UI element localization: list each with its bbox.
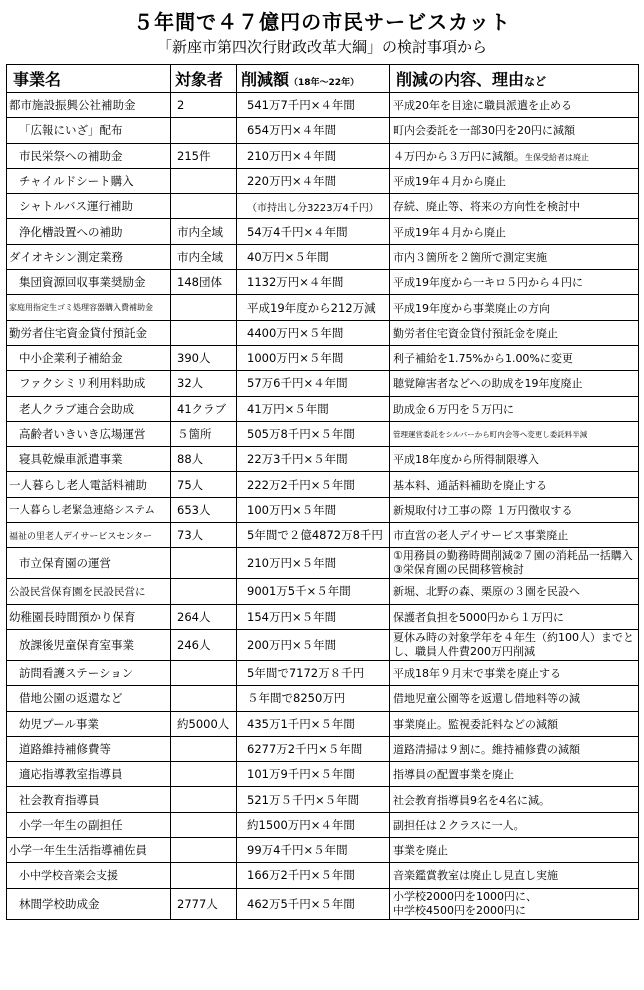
row-target: ５箇所 — [171, 421, 237, 446]
row-amount: 154万円×５年間 — [237, 604, 390, 629]
row-amount: 541万7千円×４年間 — [237, 93, 390, 118]
row-reason-text-2: 中学校4500円を2000円に — [393, 903, 526, 917]
row-amount: 4400万円×５年間 — [237, 320, 390, 345]
table-row — [7, 472, 639, 497]
table-row — [7, 787, 639, 812]
row-amount: 5年間で２億4872万8千円 — [237, 523, 390, 548]
row-target: 2 — [171, 93, 237, 118]
row-name: チャイルドシート購入 — [7, 168, 171, 193]
row-reason-text: 管理運営委託をシルバーから町内会等へ変更し委託料半減 — [393, 429, 588, 439]
table-row — [7, 295, 639, 320]
row-name: 訪問看護ステーション — [7, 660, 171, 685]
row-reason-text: 夏休み時の対象学年を４年生（約100人）までとし、職員人件費200万円削減 — [393, 630, 634, 658]
table-row — [7, 93, 639, 118]
row-reason — [390, 320, 639, 345]
row-name: 社会教育指導員 — [7, 787, 171, 812]
row-target: 2777人 — [171, 888, 237, 919]
table-row — [7, 497, 639, 522]
row-target — [171, 686, 237, 711]
row-name: 浄化槽設置への補助 — [7, 219, 171, 244]
row-target — [171, 736, 237, 761]
row-amount: 57万6千円×４年間 — [237, 371, 390, 396]
row-amount: （市持出し分3223万4千円） — [237, 194, 390, 219]
table-row — [7, 523, 639, 548]
row-reason-text: 利子補給を1.75%から1.00%に変更 — [393, 352, 573, 366]
row-reason-text: 指導員の配置事業を廃止 — [393, 768, 514, 782]
row-target: 148団体 — [171, 270, 237, 295]
header-reduction: 削減額（18年～22年） — [237, 65, 390, 93]
table-row — [7, 194, 639, 219]
table-row — [7, 345, 639, 370]
table-row — [7, 396, 639, 421]
row-reason — [390, 838, 639, 863]
row-amount: 1000万円×５年間 — [237, 345, 390, 370]
row-amount: 200万円×５年間 — [237, 629, 390, 660]
table-row — [7, 686, 639, 711]
table-header-row — [7, 65, 639, 93]
header-content: 削減の内容、理由など — [390, 65, 639, 93]
row-reason — [390, 497, 639, 522]
row-name: 道路維持補修費等 — [7, 736, 171, 761]
row-reason-text: 市内３箇所を２箇所で測定実施 — [393, 250, 547, 264]
row-reason — [390, 396, 639, 421]
table-row — [7, 812, 639, 837]
row-amount: 101万9千円×５年間 — [237, 762, 390, 787]
row-name: 家庭用指定生ゴミ処理容器購入費補助金 — [7, 295, 171, 320]
row-name: 勤労者住宅資金貸付預託金 — [7, 320, 171, 345]
table-row — [7, 762, 639, 787]
row-reason — [390, 93, 639, 118]
row-reason-text: 新堀、北野の森、栗原の３園を民設へ — [393, 585, 580, 599]
row-name: 放課後児童保育室事業 — [7, 629, 171, 660]
row-reason — [390, 812, 639, 837]
row-reason — [390, 143, 639, 168]
header-reduction-note: （18年～22年） — [289, 78, 360, 88]
row-reason-text: 保護者負担を5000円から１万円に — [393, 610, 564, 624]
row-name: 都市施設振興公社補助金 — [7, 93, 171, 118]
row-reason-text: 事業を廃止 — [393, 844, 448, 858]
row-amount: 約1500万円×４年間 — [237, 812, 390, 837]
row-target — [171, 787, 237, 812]
row-reason — [390, 371, 639, 396]
row-name: 借地公園の返還など — [7, 686, 171, 711]
row-reason — [390, 629, 639, 660]
row-target — [171, 660, 237, 685]
row-amount: 222万2千円×５年間 — [237, 472, 390, 497]
table-body — [7, 93, 639, 920]
row-reason-text: 基本料、通話料補助を廃止する — [393, 478, 547, 492]
row-amount: ５年間で8250万円 — [237, 686, 390, 711]
row-reason-text: 音楽鑑賞教室は廃止し見直し実施 — [393, 869, 558, 883]
table-row — [7, 660, 639, 685]
row-reason — [390, 736, 639, 761]
row-name: 小学一年生生活指導補佐員 — [7, 838, 171, 863]
row-target: 653人 — [171, 497, 237, 522]
row-reason-text: 平成19年度から一キロ５円から４円に — [393, 276, 583, 290]
row-target — [171, 194, 237, 219]
row-amount: 521万５千円×５年間 — [237, 787, 390, 812]
row-reason-text: 事業廃止。監視委託料などの減額 — [393, 717, 558, 731]
row-amount: 220万円×４年間 — [237, 168, 390, 193]
row-reason — [390, 244, 639, 269]
row-target — [171, 838, 237, 863]
row-name: 集団資源回収事業奨励金 — [7, 270, 171, 295]
row-name: 林間学校助成金 — [7, 888, 171, 919]
row-amount: 9001万5千×５年間 — [237, 579, 390, 604]
row-name: 「広報にいざ」配布 — [7, 118, 171, 143]
table-row — [7, 320, 639, 345]
row-amount: 41万円×５年間 — [237, 396, 390, 421]
row-name: 老人クラブ連合会助成 — [7, 396, 171, 421]
row-reason-text: ①用務員の勤務時間削減②７園の消耗品一括購入③栄保育園の民間移管検討 — [393, 549, 633, 577]
row-reason-text: 町内会委託を一部30円を20円に減額 — [393, 124, 575, 138]
row-reason — [390, 118, 639, 143]
table-row — [7, 244, 639, 269]
row-reason — [390, 194, 639, 219]
row-amount: 54万4千円×４年間 — [237, 219, 390, 244]
table-row — [7, 838, 639, 863]
table-row — [7, 219, 639, 244]
row-reason-text: 市直営の老人デイサービス事業廃止 — [393, 529, 569, 543]
row-name: 福祉の里老人デイサービスセンター — [7, 523, 171, 548]
table-row — [7, 579, 639, 604]
row-target: 75人 — [171, 472, 237, 497]
row-reason-text: 存続、廃止等、将来の方向性を検討中 — [393, 200, 580, 214]
table-row — [7, 270, 639, 295]
row-target — [171, 812, 237, 837]
row-name: 市立保育園の運営 — [7, 548, 171, 579]
row-reason — [390, 219, 639, 244]
row-amount: 166万2千円×５年間 — [237, 863, 390, 888]
row-reason-text: 新規取付け工事の際 １万円徴収する — [393, 503, 573, 517]
row-reason — [390, 762, 639, 787]
row-reason — [390, 888, 639, 919]
row-target — [171, 320, 237, 345]
row-target: 32人 — [171, 371, 237, 396]
row-amount: 505万8千円×５年間 — [237, 421, 390, 446]
row-reason-text: 平成19年度から事業廃止の方向 — [393, 301, 550, 315]
row-amount: 1132万円×４年間 — [237, 270, 390, 295]
row-amount: 100万円×５年間 — [237, 497, 390, 522]
row-reason-text: 平成19年４月から廃止 — [393, 175, 506, 189]
row-reason — [390, 686, 639, 711]
row-reason — [390, 660, 639, 685]
row-name: 公設民営保育園を民設民営に — [7, 579, 171, 604]
row-reason — [390, 548, 639, 579]
row-target: 264人 — [171, 604, 237, 629]
row-reason — [390, 295, 639, 320]
row-reason — [390, 421, 639, 446]
row-reason — [390, 472, 639, 497]
row-target: 390人 — [171, 345, 237, 370]
table-row — [7, 604, 639, 629]
row-reason-note: 生保受給者は廃止 — [525, 152, 589, 162]
row-name: 市民栄祭への補助金 — [7, 143, 171, 168]
row-name: 小中学校音楽会支援 — [7, 863, 171, 888]
row-reason-text: ４万円から３万円に減額。 — [393, 149, 525, 163]
table-row — [7, 447, 639, 472]
row-reason-text: 道路清掃は９割に。維持補修費の減額 — [393, 742, 580, 756]
row-target: 88人 — [171, 447, 237, 472]
row-amount: 462万5千円×５年間 — [237, 888, 390, 919]
row-reason-text: 助成金６万円を５万円に — [393, 402, 514, 416]
header-target: 対象者 — [171, 65, 237, 93]
row-amount: 210万円×４年間 — [237, 143, 390, 168]
row-reason — [390, 604, 639, 629]
row-amount: 40万円×５年間 — [237, 244, 390, 269]
row-target — [171, 579, 237, 604]
row-reason — [390, 270, 639, 295]
row-amount: 435万1千円×５年間 — [237, 711, 390, 736]
table-row — [7, 371, 639, 396]
page-title: ５年間で４７億円の市民サービスカット — [133, 10, 511, 34]
row-target — [171, 863, 237, 888]
row-amount: 6277万2千円×５年間 — [237, 736, 390, 761]
row-amount: 平成19年度から212万減 — [237, 295, 390, 320]
row-reason — [390, 523, 639, 548]
table-row — [7, 118, 639, 143]
row-name: ダイオキシン測定業務 — [7, 244, 171, 269]
table-row — [7, 736, 639, 761]
row-amount: 5年間で7172万８千円 — [237, 660, 390, 685]
row-amount: 22万3千円×５年間 — [237, 447, 390, 472]
row-target — [171, 118, 237, 143]
row-target: 市内全域 — [171, 244, 237, 269]
row-reason — [390, 787, 639, 812]
row-amount: 99万4千円×５年間 — [237, 838, 390, 863]
row-reason — [390, 579, 639, 604]
row-reason — [390, 863, 639, 888]
row-name: 中小企業利子補給金 — [7, 345, 171, 370]
row-name: 小学一年生の副担任 — [7, 812, 171, 837]
row-name: 一人暮らし老人電話料補助 — [7, 472, 171, 497]
row-reason-text: 平成18年度から所得制限導入 — [393, 453, 539, 467]
row-target — [171, 548, 237, 579]
row-name: 一人暮らし老緊急連絡システム — [7, 497, 171, 522]
row-reason — [390, 711, 639, 736]
row-reason-text: 平成20年を目途に職員派遣を止める — [393, 99, 572, 113]
row-reason-text: 借地児童公園等を返還し借地料等の減 — [393, 692, 580, 706]
row-target: 246人 — [171, 629, 237, 660]
row-amount: 654万円×４年間 — [237, 118, 390, 143]
table-row — [7, 143, 639, 168]
row-reason-text: 副担任は２クラスに一人。 — [393, 818, 525, 832]
row-reason — [390, 345, 639, 370]
table-row — [7, 629, 639, 660]
row-name: ファクシミリ利用料助成 — [7, 371, 171, 396]
header-content-note: など — [524, 75, 547, 88]
row-reason — [390, 168, 639, 193]
table-row — [7, 168, 639, 193]
row-reason-text: 小学校2000円を1000円に、 — [393, 889, 537, 903]
row-target — [171, 295, 237, 320]
row-reason-text: 平成19年４月から廃止 — [393, 225, 506, 239]
row-target: 市内全域 — [171, 219, 237, 244]
row-reason-text: 平成18年９月末で事業を廃止する — [393, 667, 561, 681]
row-reason-text: 社会教育指導員9名を4名に減。 — [393, 793, 550, 807]
row-target: 41クラブ — [171, 396, 237, 421]
row-target: 約5000人 — [171, 711, 237, 736]
row-reason-text: 聴覚障害者などへの助成を19年度廃止 — [393, 377, 583, 391]
row-name: 高齢者いきいき広場運営 — [7, 421, 171, 446]
row-amount: 210万円×５年間 — [237, 548, 390, 579]
row-name: シャトルバス運行補助 — [7, 194, 171, 219]
row-reason-text: 勤労者住宅資金貸付預託金を廃止 — [393, 326, 558, 340]
row-target: 73人 — [171, 523, 237, 548]
table-row — [7, 548, 639, 579]
page-subtitle: 「新座市第四次行財政改革大綱」の検討事項から — [156, 38, 487, 56]
table-row — [7, 888, 639, 919]
row-name: 幼児プール事業 — [7, 711, 171, 736]
row-name: 寝具乾燥車派遣事業 — [7, 447, 171, 472]
table-row — [7, 863, 639, 888]
row-reason — [390, 447, 639, 472]
row-name: 幼稚園長時間預かり保育 — [7, 604, 171, 629]
header-name: 事業名 — [7, 65, 171, 93]
table-row — [7, 711, 639, 736]
row-target — [171, 168, 237, 193]
row-target — [171, 762, 237, 787]
row-target: 215件 — [171, 143, 237, 168]
reduction-table — [6, 64, 639, 920]
row-name: 適応指導教室指導員 — [7, 762, 171, 787]
table-row — [7, 421, 639, 446]
